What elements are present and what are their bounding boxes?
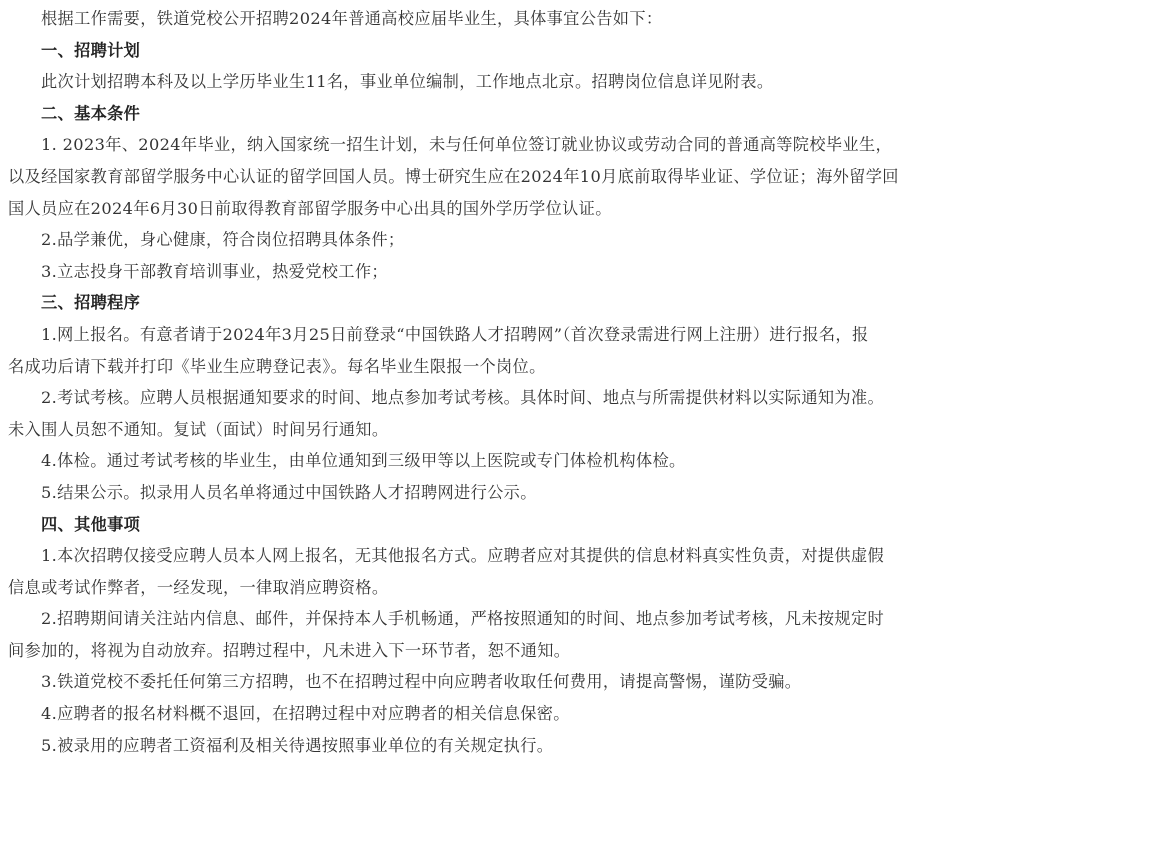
procedure-1-line-2: 名成功后请下载并打印《毕业生应聘登记表》。每名毕业生限报一个岗位。 — [8, 356, 546, 376]
other-1-line-2: 信息或考试作弊者，一经发现，一律取消应聘资格。 — [8, 577, 389, 597]
condition-3: 3.立志投身干部教育培训事业，热爱党校工作； — [41, 261, 388, 281]
section-heading-plan: 一、招聘计划 — [41, 40, 141, 60]
procedure-5: 5.结果公示。拟录用人员名单将通过中国铁路人才招聘网进行公示。 — [41, 482, 537, 502]
other-1-line-1: 1.本次招聘仅接受应聘人员本人网上报名，无其他报名方式。应聘者应对其提供的信息材料真实性负责，对提供虚假 — [41, 546, 885, 566]
other-3: 3.铁道党校不委托任何第三方招聘，也不在招聘过程中向应聘者收取任何费用，请提高警惕，谨防受骗。 — [41, 672, 802, 692]
condition-1-line-2: 以及经国家教育部留学服务中心认证的留学回国人员。博士研究生应在2024年10月底前取得毕业证、学位证；海外留学回 — [8, 166, 899, 186]
intro-paragraph: 根据工作需要，铁道党校公开招聘2024年普通高校应届毕业生，具体事宜公告如下： — [41, 9, 663, 28]
section-heading-conditions: 二、基本条件 — [41, 103, 141, 123]
condition-2: 2.品学兼优，身心健康，符合岗位招聘具体条件； — [41, 230, 405, 250]
other-2-line-2: 间参加的，将视为自动放弃。招聘过程中，凡未进入下一环节者，恕不通知。 — [8, 640, 571, 660]
other-2-line-1: 2.招聘期间请关注站内信息、邮件，并保持本人手机畅通，严格按照通知的时间、地点参加考试考核，凡未按规定时 — [41, 609, 885, 629]
condition-1-line-3: 国人员应在2024年6月30日前取得教育部留学服务中心出具的国外学历学位认证。 — [8, 198, 612, 218]
announcement-document — [8, 3, 1158, 761]
procedure-1-line-1: 1.网上报名。有意者请于2024年3月25日前登录“中国铁路人才招聘网”（首次登录需进行网上注册）进行报名，报 — [41, 324, 869, 344]
section-heading-other: 四、其他事项 — [41, 514, 141, 534]
condition-1-line-1: 1. 2023年、2024年毕业，纳入国家统一招生计划，未与任何单位签订就业协议或劳动合同的普通高等院校毕业生， — [41, 135, 893, 155]
other-5: 5.被录用的应聘者工资福利及相关待遇按照事业单位的有关规定执行。 — [41, 735, 554, 755]
section-heading-procedure: 三、招聘程序 — [41, 293, 141, 313]
plan-paragraph: 此次计划招聘本科及以上学历毕业生11名，事业单位编制，工作地点北京。招聘岗位信息详见附表。 — [41, 72, 774, 92]
procedure-2-line-1: 2.考试考核。应聘人员根据通知要求的时间、地点参加考试考核。具体时间、地点与所需提供材料以实际通知为准。 — [41, 388, 885, 408]
procedure-2-line-2: 未入围人员恕不通知。复试（面试）时间另行通知。 — [8, 419, 389, 439]
procedure-4: 4.体检。通过考试考核的毕业生，由单位通知到三级甲等以上医院或专门体检机构体检。 — [41, 451, 686, 471]
other-4: 4.应聘者的报名材料概不退回，在招聘过程中对应聘者的相关信息保密。 — [41, 704, 570, 724]
